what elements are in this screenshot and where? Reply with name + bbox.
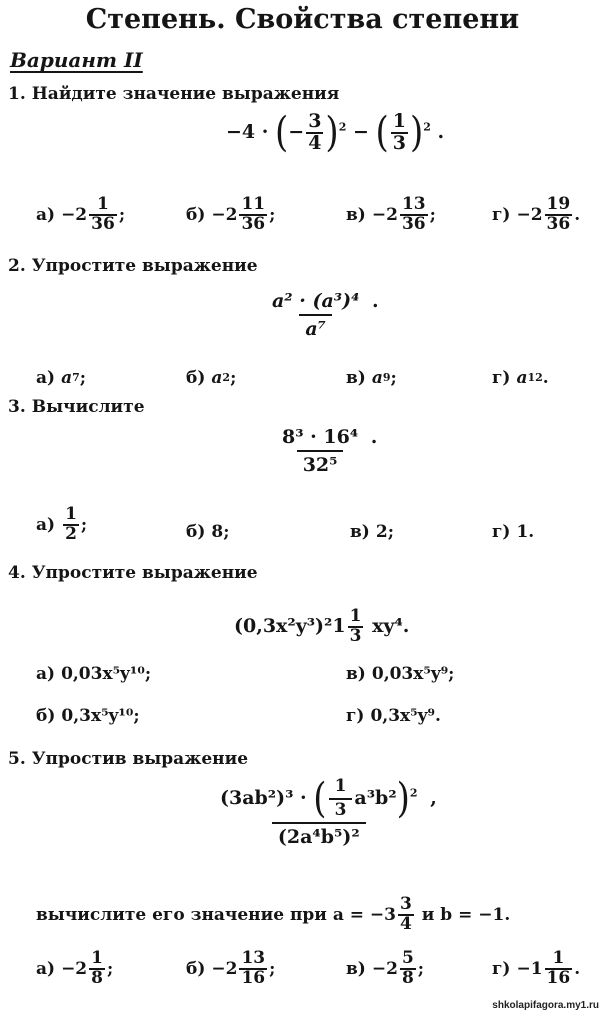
task-5-option-a: а) −2 $\frac{1}{8}$ ;: [36, 948, 114, 988]
task-5-option-v: в) −2 $\frac{5}{8}$ ;: [346, 948, 425, 988]
task-4-option-a: а) 0,03x⁵y¹⁰;: [36, 664, 152, 684]
task-3-option-g: г) 1.: [492, 522, 535, 542]
task-4-option-g: г) 0,3x⁵y⁹.: [346, 706, 441, 726]
task-5-condition: вычислите его значение при a = −3 $\frac{3}{4}$ и b = −1.: [36, 894, 511, 934]
task-prompt: Найдите значение выражения: [31, 84, 340, 104]
task-3-option-a: а) $\frac{1}{2}$ ;: [36, 504, 88, 544]
task-5-heading: 5. Упростив выражение: [8, 749, 249, 769]
task-2-option-a: а) a 7 ;: [36, 368, 87, 388]
task-1-option-b: б) −2 $\frac{11}{36}$ ;: [186, 194, 276, 234]
task-1-option-g: г) −2 $\frac{19}{36}$ .: [492, 194, 581, 234]
task-2-option-g: г) a 12 .: [492, 368, 549, 388]
task-1-option-v: в) −2 $\frac{13}{36}$ ;: [346, 194, 436, 234]
task-5-expression: (3ab²)³ · ( $\frac{1}{3}$ a³b²)$^2$ (2a⁴b⁵)² ,: [220, 774, 437, 848]
task-5-option-b: б) −2 $\frac{13}{16}$ ;: [186, 948, 276, 988]
variant-heading: Вариант II: [10, 48, 143, 72]
task-5-option-g: г) −1 $\frac{1}{16}$ .: [492, 948, 581, 988]
task-2-option-v: в) a 9 ;: [346, 368, 397, 388]
task-number: 1.: [8, 84, 26, 104]
task-2-option-b: б) a 2 ;: [186, 368, 237, 388]
task-2-heading: 2. Упростите выражение: [8, 256, 258, 276]
task-4-option-v: в) 0,03x⁵y⁹;: [346, 664, 455, 684]
task-4-expression: (0,3x²y³)²1 $\frac{1}{3}$ xy⁴.: [234, 606, 410, 646]
task-1-expression: −4 · (− $\frac{3}{4}$ )$^2$ − ( $\frac{1}{3}$ )$^2$ .: [226, 108, 445, 157]
task-4-option-b: б) 0,3x⁵y¹⁰;: [36, 706, 140, 726]
task-3-option-v: в) 2;: [350, 522, 394, 542]
site-watermark: shkolapifagora.my1.ru: [492, 1000, 599, 1011]
task-1-option-a: а) −2 $\frac{1}{36}$ ;: [36, 194, 126, 234]
task-4-heading: 4. Упростите выражение: [8, 563, 258, 583]
page-title: Степень. Свойства степени: [85, 4, 520, 35]
task-3-expression: $\frac{\text{8³ · 16⁴}}{\text{32⁵}}$ .: [282, 426, 378, 476]
task-2-expression: $\frac{\text{a² · (a³)⁴}}{\text{a⁷}}$ .: [272, 290, 379, 340]
task-3-option-b: б) 8;: [186, 522, 230, 542]
task-1-heading: [8, 84, 339, 104]
task-3-heading: 3. Вычислите: [8, 397, 145, 417]
